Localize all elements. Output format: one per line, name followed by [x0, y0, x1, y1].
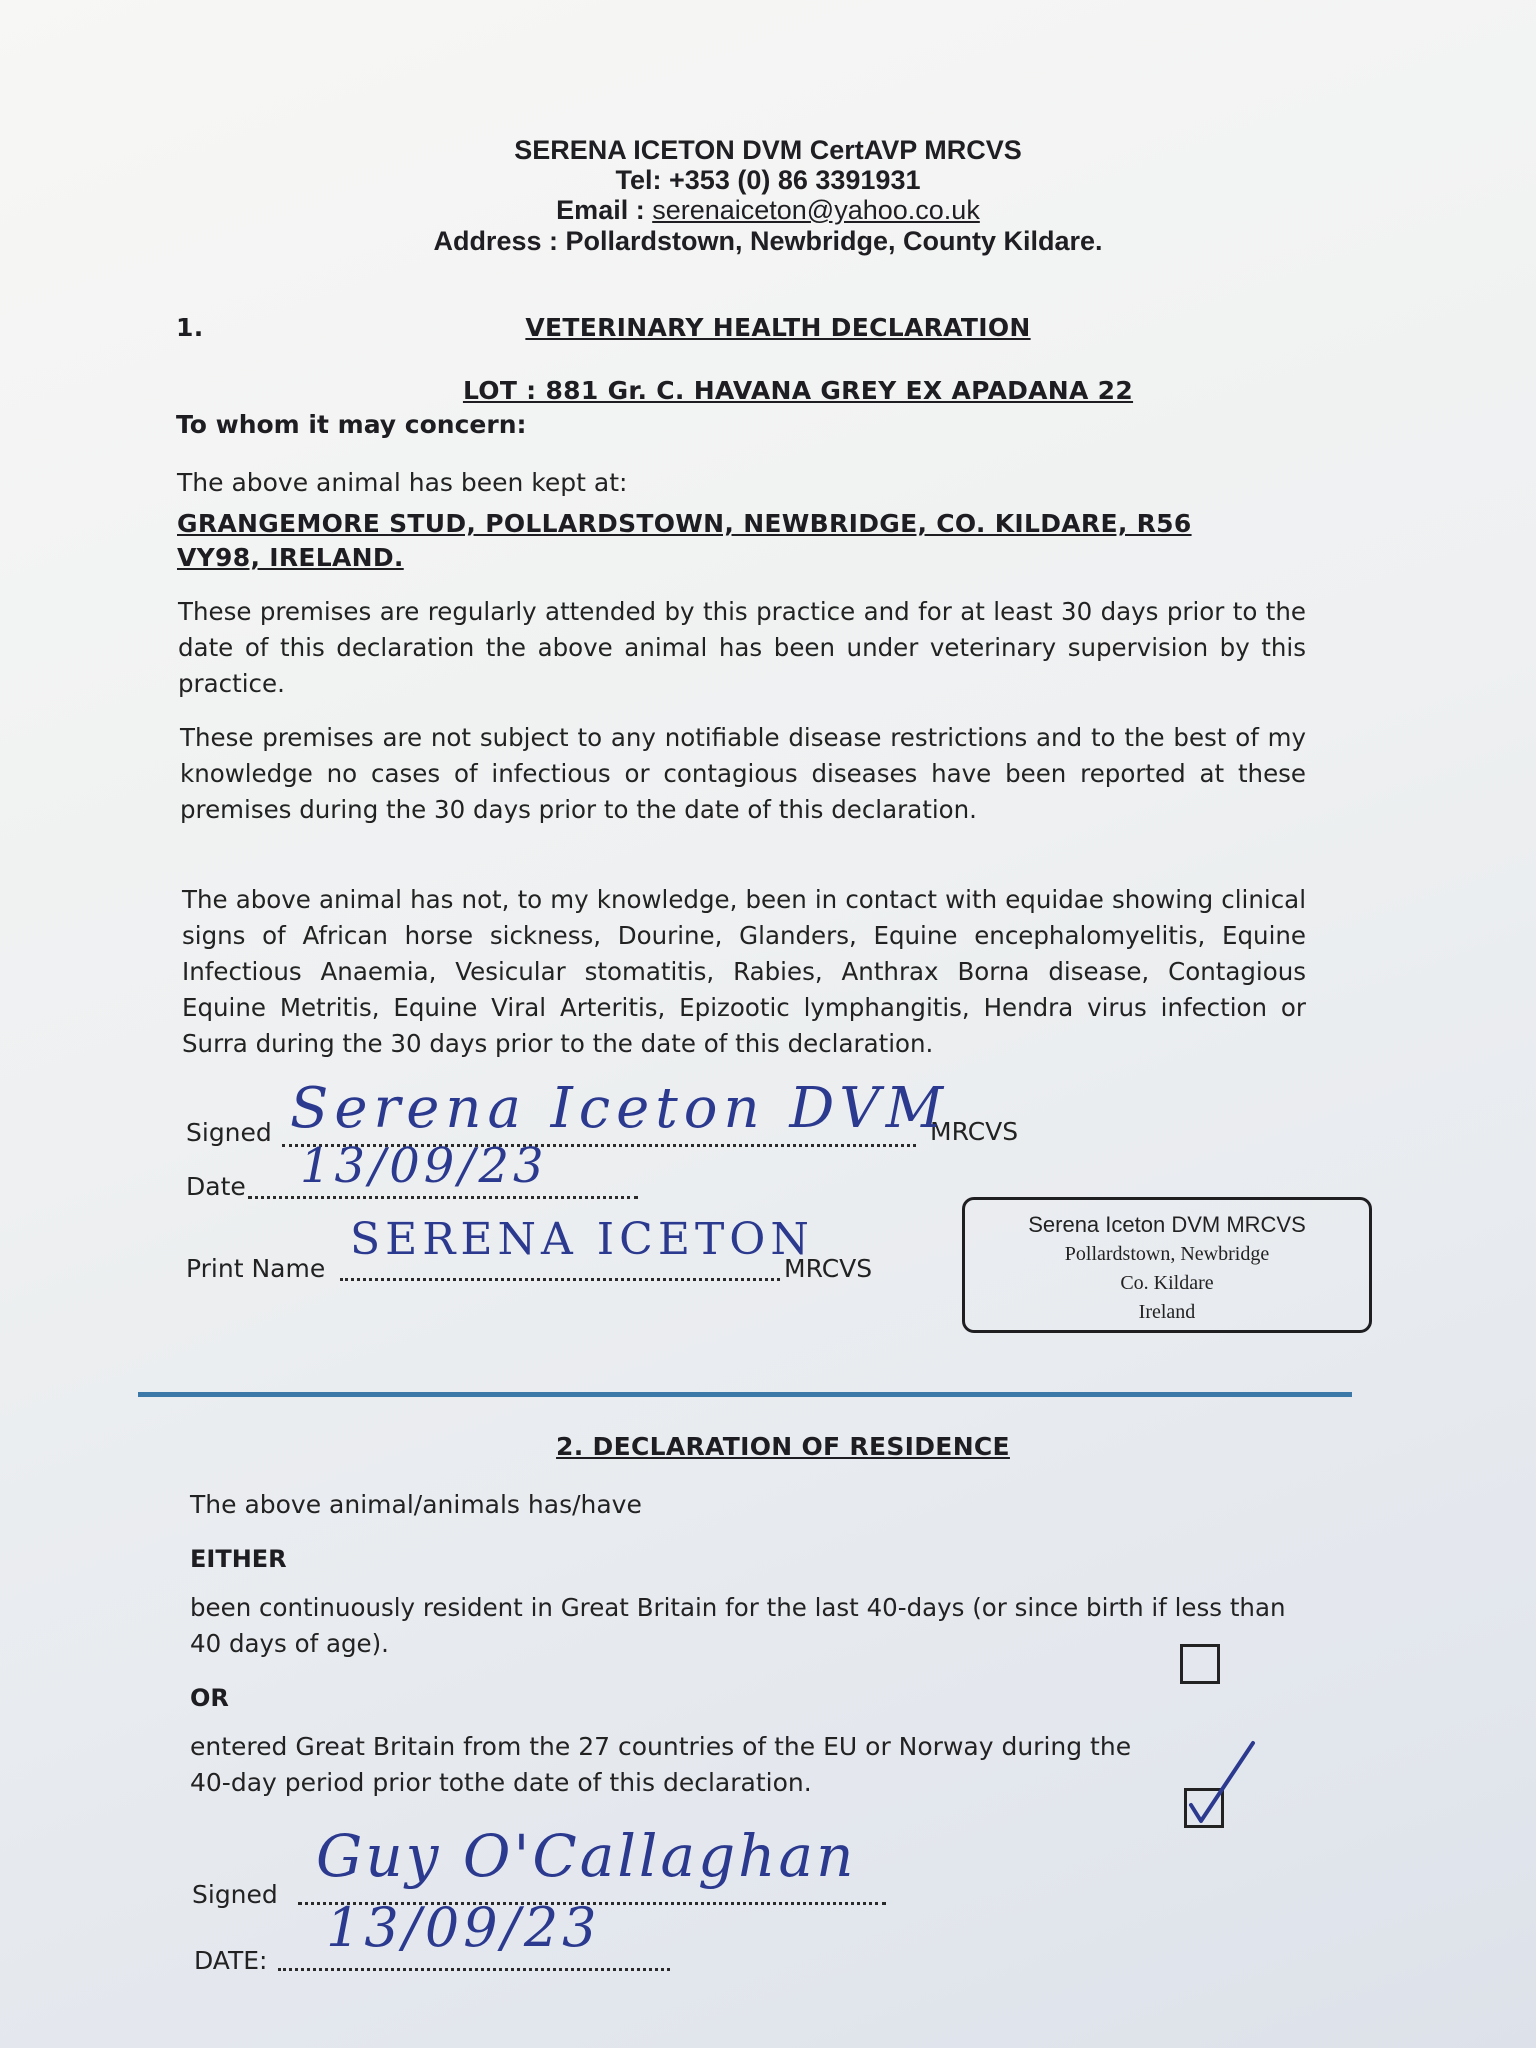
paragraph-supervision: These premises are regularly attended by this practice and for at least 30 days prior to the date of this declaration the above animal has been under veterinary supervision by this practice. [178, 597, 1306, 698]
option-entered-line-2: 40-day period prior tothe date of this declaration. [190, 1768, 812, 1797]
print-name-suffix: MRCVS [784, 1254, 873, 1283]
either-label: EITHER [190, 1545, 287, 1573]
lot-line: LOT : 881 Gr. C. HAVANA GREY EX APADANA 22 [462, 376, 1134, 405]
option-resident-text: been continuously resident in Great Britain for the last 40-days (or since birth if less than 40 days of age). [190, 1593, 1286, 1658]
vet-name: SERENA ICETON DVM CertAVP MRCVS [514, 135, 1022, 165]
vet-phone: Tel: +353 (0) 86 3391931 [615, 165, 921, 195]
option-entered-line-1: entered Great Britain from the 27 countries of the EU or Norway during the [190, 1732, 1132, 1761]
practice-stamp [962, 1197, 1372, 1333]
stamp-line-3: Co. Kildare [1120, 1272, 1214, 1294]
vet-printed-name-handwritten: SERENA ICETON [350, 1214, 814, 1265]
premises-line-2: VY98, IRELAND. [177, 543, 404, 572]
section1-title: VETERINARY HEALTH DECLARATION [525, 313, 1031, 342]
owner-date-handwritten: 13/09/23 [326, 1896, 601, 1959]
section2-title: 2. DECLARATION OF RESIDENCE [556, 1432, 1010, 1461]
signed-suffix: MRCVS [930, 1117, 1019, 1146]
vet-date-handwritten: 13/09/23 [300, 1138, 548, 1194]
premises-line-1: GRANGEMORE STUD, POLLARDSTOWN, NEWBRIDGE, CO. KILDARE, R56 [177, 509, 1192, 538]
checkmark-icon [1181, 1739, 1261, 1829]
option-resident-checkbox[interactable] [1180, 1644, 1220, 1684]
print-name-label: Print Name [186, 1254, 326, 1283]
vet-email-line [0, 194, 1536, 226]
or-label: OR [190, 1684, 229, 1712]
owner-date-label: DATE: [194, 1946, 268, 1975]
section1-number: 1. [176, 313, 204, 342]
residence-intro: The above animal/animals has/have [190, 1490, 642, 1519]
vet-address: Address : Pollardstown, Newbridge, County Kildare. [433, 226, 1103, 256]
owner-signature: Guy O'Callaghan [316, 1822, 857, 1890]
email-link[interactable]: serenaiceton@yahoo.co.uk [652, 195, 980, 225]
section-divider [138, 1392, 1352, 1397]
signed-label: Signed [186, 1118, 272, 1147]
option-entered-checkbox[interactable] [1184, 1788, 1224, 1828]
paragraph-contact-diseases: The above animal has not, to my knowledge, been in contact with equidae showing clinical signs of African horse sickness, Dourine, Glanders, Equine encephalomyelitis, Equine Infectious Anaemia, Vesicular stomatitis, Rabies, Anthrax Borna disease, Contagious Equine Metritis, Equine Viral Arteritis, Epizootic lymphangitis, Hendra virus infection or Surra during the 30 days prior to the date of this declaration. [182, 885, 1306, 1058]
salutation: To whom it may concern: [176, 410, 527, 439]
vet-signature: Serena Iceton DVM [290, 1076, 950, 1141]
stamp-line-2: Pollardstown, Newbridge [1064, 1243, 1270, 1265]
stamp-line-1: Serena Iceton DVM MRCVS [1028, 1212, 1306, 1237]
date-label: Date [186, 1172, 246, 1201]
paragraph-restrictions: These premises are not subject to any notifiable disease restrictions and to the best of my knowledge no cases of infectious or contagious diseases have been reported at these premises during the 30 days prior to the date of this declaration. [180, 723, 1306, 824]
stamp-line-4: Ireland [1138, 1301, 1196, 1323]
kept-at-intro: The above animal has been kept at: [177, 468, 628, 497]
owner-signed-label: Signed [192, 1880, 278, 1909]
email-label: Email : [556, 195, 653, 225]
